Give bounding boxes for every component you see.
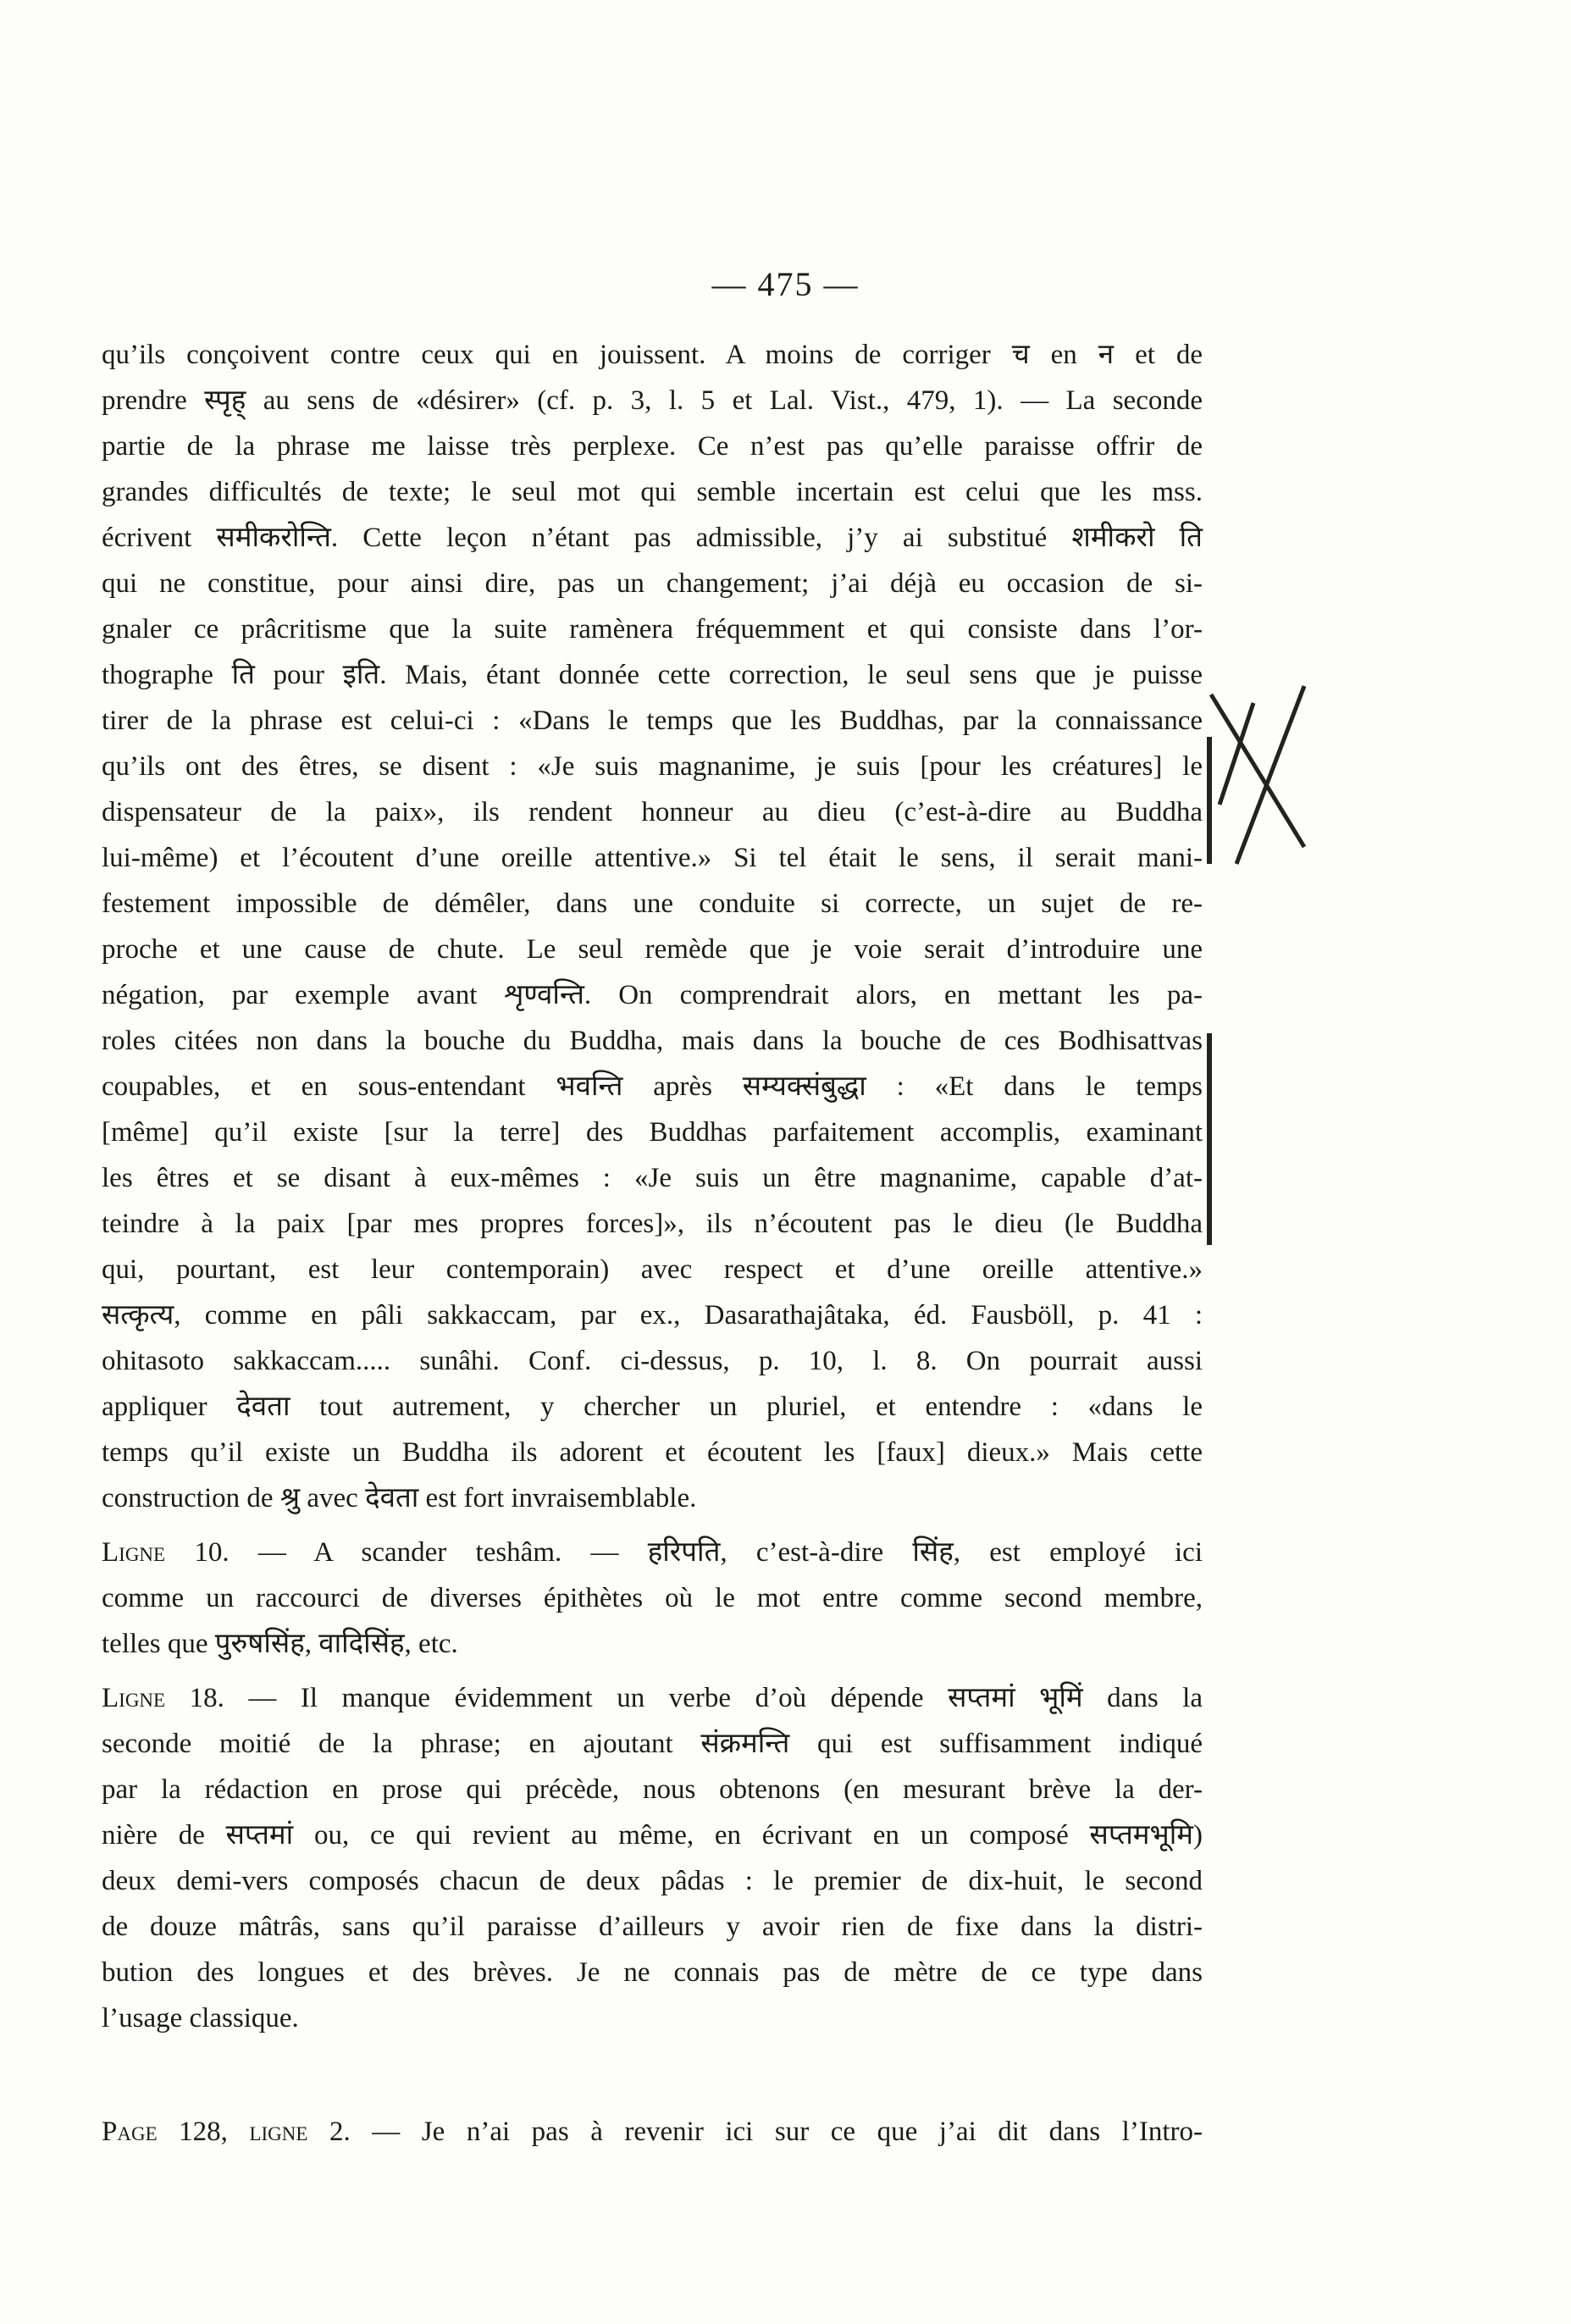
text-line: qu’ils conçoivent contre ceux qui en jouissent. A moins de corriger च en न et de	[102, 340, 1203, 370]
line-label: Ligne	[102, 1537, 166, 1568]
text-line: temps qu’il existe un Buddha ils adorent et écoutent les [faux] dieux.» Mais cette	[102, 1437, 1203, 1468]
text-line: comme un raccourci de diverses épithètes où le mot entre comme second membre,	[102, 1583, 1203, 1613]
text-line: les êtres et se disant à eux-mêmes : «Je suis un être magnanime, capable d’at-	[102, 1163, 1203, 1193]
text-line: écrivent समीकरोन्ति. Cette leçon n’étant pas admissible, j’y ai substitué शमीकरो ति	[102, 523, 1203, 553]
text-line: ohitasoto sakkaccam..... sunâhi. Conf. ci-dessus, p. 10, l. 8. On pourrait aussi	[102, 1346, 1203, 1376]
paragraph-1	[102, 332, 1203, 1521]
text-line: qu’ils ont des êtres, se disent : «Je suis magnanime, je suis [pour les créatures] le	[102, 751, 1203, 782]
text-line: festement impossible de démêler, dans une conduite si correcte, un sujet de re-	[102, 888, 1203, 919]
line-text: 10. — A scander teshâm. — हरिपति, c’est-à-dire सिंह, est employé ici	[165, 1537, 1203, 1568]
text-line: grandes difficultés de texte; le seul mot qui semble incertain est celui que les mss.	[102, 477, 1203, 507]
text-line: l’usage classique.	[102, 2003, 299, 2034]
text-line: bution des longues et des brèves. Je ne connais pas de mètre de ce type dans	[102, 1957, 1203, 1988]
text-line: prendre स्पृह् au sens de «désirer» (cf. p. 3, l. 5 et Lal. Vist., 479, 1). — La seconde	[102, 385, 1203, 416]
body-text	[102, 332, 1203, 2155]
text-line: qui ne constitue, pour ainsi dire, pas un changement; j’ai déjà eu occasion de si-	[102, 568, 1203, 599]
text-line: par la rédaction en prose qui précède, nous obtenons (en mesurant brève la der-	[102, 1774, 1203, 1805]
text-line: [même] qu’il existe [sur la terre] des Buddhas parfaitement accomplis, examinant	[102, 1117, 1203, 1148]
text-line: négation, par exemple avant शृण्वन्ति. On comprendrait alors, en mettant les pa-	[102, 980, 1203, 1010]
text-line: lui-même) et l’écoutent d’une oreille attentive.» Si tel était le sens, il serait mani-	[102, 843, 1203, 873]
text-line: appliquer देवता tout autrement, y chercher un pluriel, et entendre : «dans le	[102, 1392, 1203, 1422]
line-text: — Je n’ai pas à revenir ici sur ce que j’ai dit dans l’Intro-	[350, 2116, 1203, 2147]
margin-bar-mark	[1207, 1033, 1212, 1245]
text-line: gnaler ce prâcritisme que la suite ramènera fréquemment et qui consiste dans l’or-	[102, 614, 1203, 645]
text-line	[102, 1530, 1203, 1575]
text-line: qui, pourtant, est leur contemporain) avec respect et d’une oreille attentive.»	[102, 1254, 1203, 1285]
text-line: proche et une cause de chute. Le seul remède que je voie serait d’introduire une	[102, 934, 1203, 965]
text-line: coupables, et en sous-entendant भवन्ति après सम्यक्संबुद्धा : «Et dans le temps	[102, 1071, 1203, 1102]
text-line	[102, 2109, 1203, 2155]
text-line: partie de la phrase me laisse très perplexe. Ce n’est pas qu’elle paraisse offrir de	[102, 431, 1203, 462]
text-line: telles que पुरुषसिंह, वादिसिंह, etc.	[102, 1629, 458, 1659]
text-line: construction de श्रु avec देवता est fort invraisemblable.	[102, 1483, 697, 1513]
text-line	[102, 1675, 1203, 1721]
page-number: — 475 —	[711, 265, 860, 303]
text-line: tirer de la phrase est celui-ci : «Dans le temps que les Buddhas, par la connaissance	[102, 706, 1203, 736]
text-line: roles citées non dans la bouche du Buddha, mais dans la bouche de ces Bodhisattvas	[102, 1026, 1203, 1056]
margin-cross-mark	[1203, 678, 1321, 881]
paragraph-4	[102, 2109, 1203, 2155]
line-text: 18. — Il manque évidemment un verbe d’où dépende सप्तमां भूमिं dans la	[165, 1683, 1203, 1713]
text-line: teindre à la paix [par mes propres forces]», ils n’écoutent pas le dieu (le Buddha	[102, 1209, 1203, 1239]
text-line: thographe ति pour इति. Mais, étant donnée cette correction, le seul sens que je puisse	[102, 660, 1203, 690]
text-line: deux demi-vers composés chacun de deux pâdas : le premier de dix-huit, le second	[102, 1866, 1203, 1896]
text-line: seconde moitié de la phrase; en ajoutant संक्रमन्ति qui est suffisamment indiqué	[102, 1729, 1203, 1759]
text-line: nière de सप्तमां ou, ce qui revient au même, en écrivant en un composé सप्तमभूमि)	[102, 1820, 1203, 1851]
paragraph-3	[102, 1675, 1203, 2041]
text-line: dispensateur de la paix», ils rendent honneur au dieu (c’est-à-dire au Buddha	[102, 797, 1203, 827]
text-line: सत्कृत्य, comme en pâli sakkaccam, par ex., Dasarathajâtaka, éd. Fausböll, p. 41 :	[102, 1300, 1203, 1331]
line-label: Page 128, ligne 2.	[102, 2116, 351, 2147]
text-line: de douze mâtrâs, sans qu’il paraisse d’ailleurs y avoir rien de fixe dans la distri-	[102, 1912, 1203, 1942]
paragraph-2	[102, 1530, 1203, 1667]
line-label: Ligne	[102, 1683, 166, 1713]
